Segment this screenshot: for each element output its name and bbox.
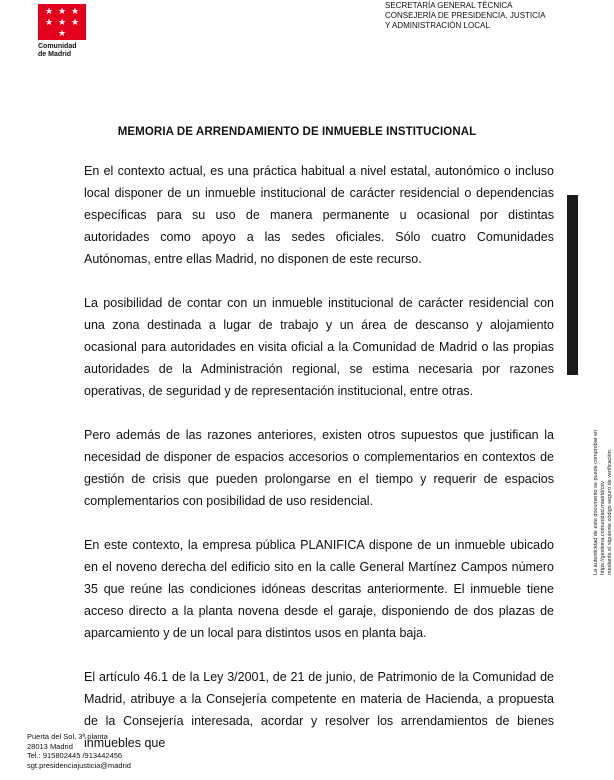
footer-line: Tel.: 915802445 /913442456 — [27, 751, 123, 760]
footer-line: 28013 Madrid — [27, 741, 73, 751]
verification-barcode — [567, 195, 578, 375]
star-icon: ★ — [57, 16, 67, 27]
document-body — [84, 160, 554, 776]
verification-line: La autenticidad de este documento se puede comprobar en — [593, 429, 599, 575]
logo-name: Comunidad de Madrid — [38, 43, 77, 58]
verification-note — [593, 235, 614, 575]
star-icon: ★ — [44, 5, 54, 16]
star-icon: ★ — [44, 16, 54, 27]
paragraph: El artículo 46.1 de la Ley 3/2001, de 21 de junio, de Patrimonio de la Comunidad de Madrid, atribuye a la Consejería competente en materia de Hacienda, a propuesta de la Consejería interesada, acordar y resolver los arrendamientos de bienes inmuebles que — [84, 670, 554, 750]
paragraph: La posibilidad de contar con un inmueble institucional de carácter residencial con una zona destinada a lugar de trabajo y un área de descanso y alojamiento ocasional para autoridades en visita oficial a la Comunidad de Madrid o las propias autoridades de la Administración regional, se estima necesaria por razones operativas, de seguridad y de representación institucional, entre otras. — [84, 296, 554, 398]
verification-margin — [559, 195, 613, 775]
star-icon: ★ — [57, 27, 67, 38]
paragraph: Pero además de las razones anteriores, existen otros supuestos que justifican la necesidad de disponer de espacios accesorios o complementarios en contextos de gestión de crisis que pueden prolongarse en el tiempo y requerir de espacios complementarios con posibilidad de uso residencial. — [84, 428, 554, 508]
document-title: MEMORIA DE ARRENDAMIENTO DE INMUEBLE INSTITUCIONAL — [117, 126, 477, 138]
department-header — [385, 1, 545, 31]
star-icon: ★ — [57, 5, 67, 16]
footer-line: Puerta del Sol, 3ª planta — [27, 732, 108, 741]
footer-email: sgt.presidenciajusticia@madrid — [27, 760, 131, 770]
department-line: CONSEJERÍA DE PRESIDENCIA, JUSTICIA — [385, 11, 546, 20]
department-line: Y ADMINISTRACIÓN LOCAL — [385, 21, 490, 30]
paragraph: En el contexto actual, es una práctica habitual a nivel estatal, autonómico o incluso local disponer de un inmueble institucional de carácter residencial o dependencias específicas para su uso de manera permanente u ocasional por distintas autoridades como apoyo a las sedes oficiales. Sólo cuatro Comunidades Autónomas, entre ellas Madrid, no disponen de este recurso. — [84, 164, 554, 266]
footer-address — [27, 732, 131, 770]
department-line: SECRETARÍA GENERAL TÉCNICA — [385, 1, 513, 10]
verification-line: https://gestiona.comunidad.madrid/csv — [600, 481, 606, 575]
verification-line: mediante el siguiente código seguro de verificación: — [607, 448, 613, 575]
paragraph: En este contexto, la empresa pública PLANIFICA dispone de un inmueble ubicado en el noveno derecha del edificio sito en la calle General Martínez Campos número 35 que reúne las condiciones idóneas descritas anteriormente. El inmueble tiene acceso directo a la planta novena desde el garaje, disponiendo de dos plazas de aparcamiento y de un local para distintos usos en planta baja. — [84, 538, 554, 640]
logo — [38, 4, 86, 59]
comunidad-madrid-flag-icon — [38, 4, 86, 40]
star-icon: ★ — [70, 16, 80, 27]
star-icon: ★ — [70, 5, 80, 16]
